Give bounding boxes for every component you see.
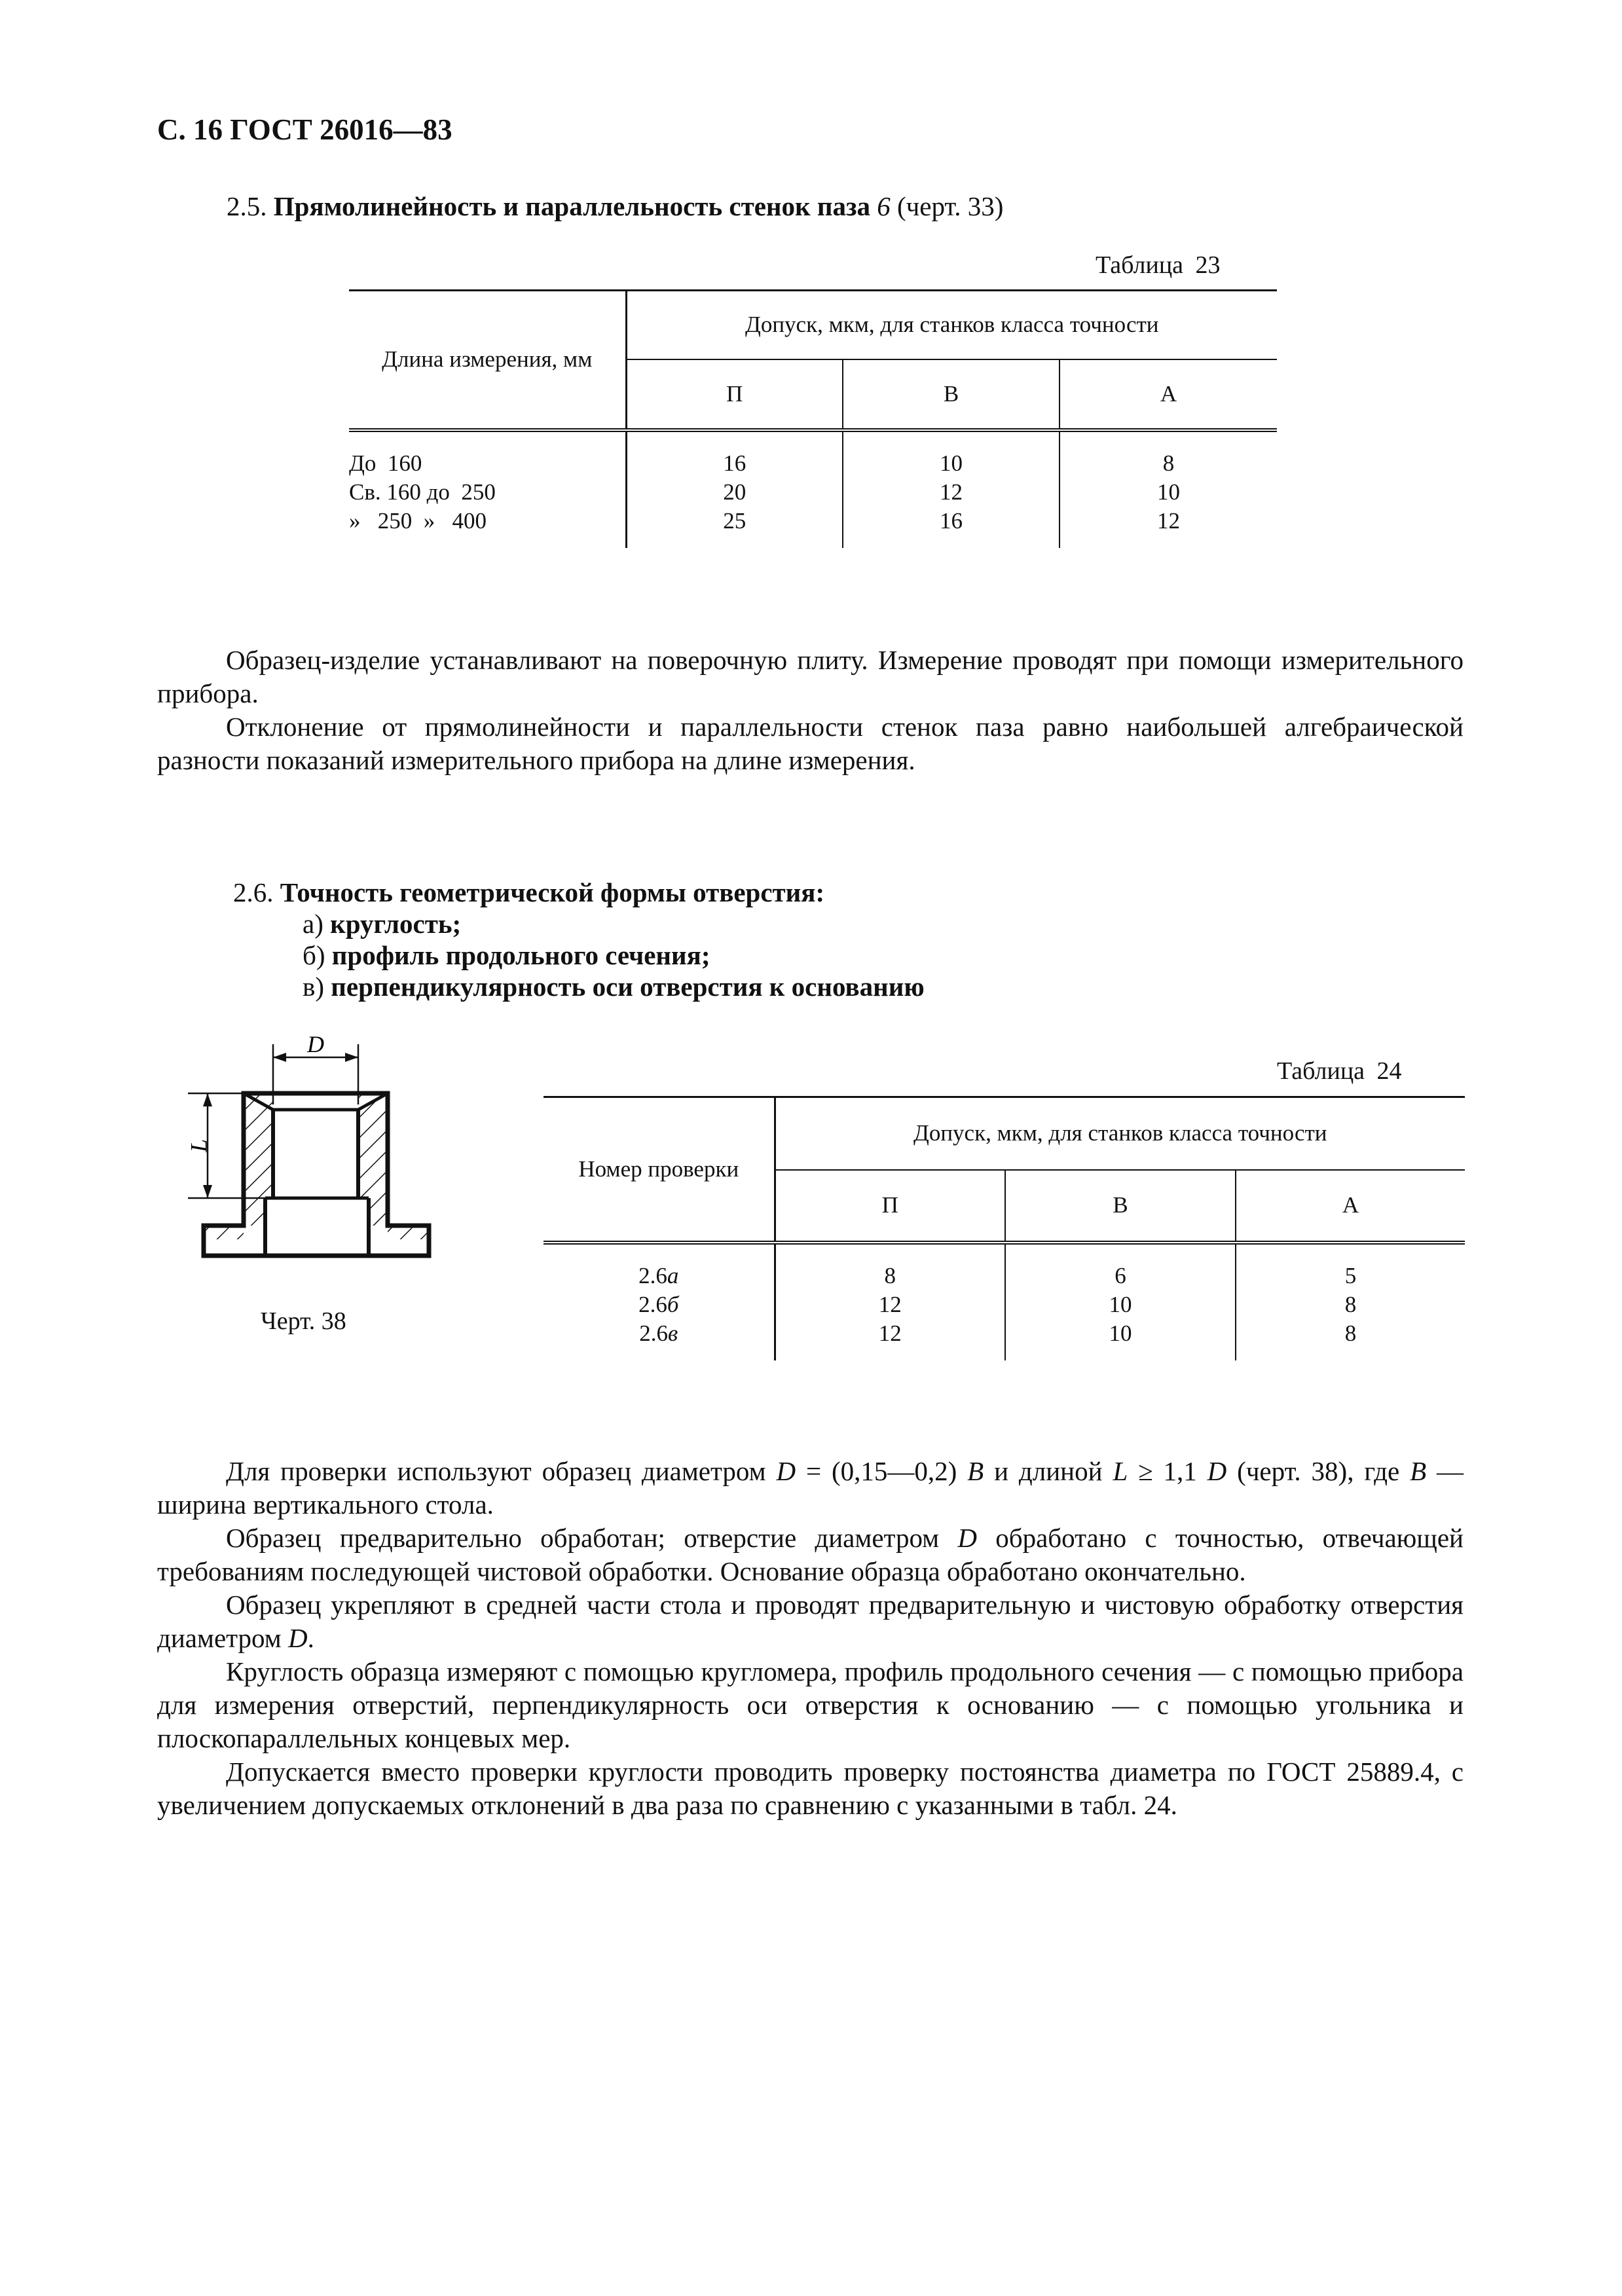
var-l: L xyxy=(1113,1456,1128,1486)
page-header: С. 16 ГОСТ 26016—83 xyxy=(157,113,452,146)
dim-l-label: L xyxy=(185,1139,212,1153)
text-run: обработано с точностью, отвечающей требованиям последующей чистовой обработки. Основание образца обработано окончательно. xyxy=(157,1523,1464,1586)
table-row xyxy=(544,1319,774,1348)
dim-l-arrow-top xyxy=(203,1093,212,1106)
table-23-values-p xyxy=(626,430,843,548)
table-cell: 25 xyxy=(723,507,746,534)
paragraph: Допускается вместо проверки круглости проводить проверку постоянства диаметра по ГОСТ 25889.4, с увеличением допускаемых отклонений в два раза по сравнению с указанными в табл. 24. xyxy=(157,1757,1464,1820)
section-2-6-heading xyxy=(233,876,824,909)
table-cell: 5 xyxy=(1344,1262,1357,1288)
table-23-values-v xyxy=(843,430,1060,548)
table-cell: 10 xyxy=(1109,1320,1132,1346)
table-23-header-tolerance: Допуск, мкм, для станков класса точности xyxy=(626,291,1277,359)
text-run: Образец укрепляют в средней части стола и проводят предварительную и чистовую обработку отверстия диаметром xyxy=(157,1590,1464,1653)
table-cell: 8 xyxy=(1344,1320,1357,1346)
table-23-values-a xyxy=(1060,430,1277,548)
table-row xyxy=(544,1290,774,1319)
table-24-label xyxy=(1277,1057,1402,1085)
table-row xyxy=(544,1262,774,1290)
section-2-5-heading xyxy=(227,190,1003,223)
paragraph xyxy=(157,1522,1464,1588)
text-run: = (0,15—0,2) xyxy=(796,1456,968,1486)
table-cell: 20 xyxy=(723,479,746,505)
figure-38-drawing xyxy=(180,1031,455,1273)
figure-38-caption: Черт. 38 xyxy=(261,1307,346,1335)
table-cell: 16 xyxy=(723,450,746,476)
table-23-header-length: Длина измерения, мм xyxy=(349,291,626,430)
var-d: D xyxy=(957,1523,977,1553)
table-24-class-v: В xyxy=(1005,1170,1236,1243)
paragraph: Образец-изделие устанавливают на поверочную плиту. Измерение проводят при помощи измерительного прибора. xyxy=(157,645,1464,708)
item-letter: в) xyxy=(303,972,325,1002)
table-row: » 250 » 400 xyxy=(349,507,487,534)
section-hatch-left xyxy=(204,1093,273,1239)
table-cell: 8 xyxy=(1162,450,1175,476)
var-b: B xyxy=(1410,1456,1427,1486)
dim-d-arrow-left xyxy=(273,1053,286,1062)
table-cell: 16 xyxy=(940,507,963,534)
item-letter: а) xyxy=(303,909,323,939)
table-cell: 8 xyxy=(884,1262,896,1288)
check-suffix: в xyxy=(668,1320,678,1346)
text-run: ≥ 1,1 xyxy=(1128,1456,1207,1486)
section-2-6-title: Точность геометрической формы отверстия: xyxy=(280,877,825,907)
table-cell: 10 xyxy=(1157,479,1180,505)
table-cell: 6 xyxy=(1115,1262,1126,1288)
dim-d-arrow-right xyxy=(345,1053,358,1062)
section-2-6-number: 2.6. xyxy=(233,877,274,907)
table-cell: 12 xyxy=(878,1320,902,1346)
table-row: Св. 160 до 250 xyxy=(349,479,496,505)
check-num: 2.6 xyxy=(638,1291,667,1317)
table-row: До 160 xyxy=(349,450,422,476)
section-2-5-item: 6 xyxy=(877,191,891,221)
table-23 xyxy=(349,289,1277,548)
table-23-lengths xyxy=(349,430,626,548)
var-b: B xyxy=(967,1456,984,1486)
table-23-label-word: Таблица xyxy=(1096,251,1184,279)
check-num: 2.6 xyxy=(639,1320,669,1346)
var-d: D xyxy=(776,1456,796,1486)
dim-d-label: D xyxy=(307,1031,324,1057)
check-suffix: а xyxy=(667,1262,679,1288)
item-text: перпендикулярность оси отверстия к основанию xyxy=(331,972,925,1002)
table-24-values-p xyxy=(775,1243,1005,1360)
section-2-5-ref: (черт. 33) xyxy=(897,191,1004,221)
dim-l-arrow-bottom xyxy=(203,1185,212,1198)
table-cell: 12 xyxy=(1157,507,1180,534)
table-24-header-check: Номер проверки xyxy=(544,1097,775,1243)
section-2-5-title: Прямолинейность и параллельность стенок паза xyxy=(273,191,870,221)
section-2-5-number: 2.5. xyxy=(227,191,267,221)
table-cell: 10 xyxy=(940,450,963,476)
text-run: (черт. 38), где xyxy=(1226,1456,1410,1486)
table-23-label xyxy=(1096,251,1221,280)
table-23-class-v: В xyxy=(843,359,1060,430)
table-cell: 10 xyxy=(1109,1291,1132,1317)
text-run: . xyxy=(307,1623,314,1653)
check-suffix: б xyxy=(667,1291,679,1317)
table-24-label-number: 24 xyxy=(1376,1057,1402,1085)
table-cell: 8 xyxy=(1344,1291,1357,1317)
section-2-6-item-b xyxy=(303,939,710,972)
item-text: круглость; xyxy=(330,909,462,939)
text-run: Образец предварительно обработан; отверстие диаметром xyxy=(226,1523,958,1553)
table-24-label-word: Таблица xyxy=(1277,1057,1365,1085)
text-run: Для проверки используют образец диаметром xyxy=(226,1456,777,1486)
paragraph xyxy=(157,1455,1464,1522)
check-num: 2.6 xyxy=(638,1262,667,1288)
table-23-class-p: П xyxy=(626,359,843,430)
table-24-class-a: А xyxy=(1236,1170,1465,1243)
text-run: — ширина вертикального стола. xyxy=(157,1456,1464,1520)
table-23-label-number: 23 xyxy=(1195,251,1221,279)
var-d: D xyxy=(1207,1456,1227,1486)
paragraph: Отклонение от прямолинейности и параллельности стенок паза равно наибольшей алгебраической разности показаний измерительного прибора на длине измерения. xyxy=(157,712,1464,775)
table-24-check-numbers xyxy=(544,1243,775,1360)
paragraph xyxy=(157,1588,1464,1655)
table-24-values-v xyxy=(1005,1243,1236,1360)
table-cell: 12 xyxy=(940,479,963,505)
table-24-class-p: П xyxy=(775,1170,1005,1243)
section-2-6-text xyxy=(157,1455,1464,1822)
paragraph: Круглость образца измеряют с помощью кругломера, профиль продольного сечения — с помощью прибора для измерения отверстий, перпендикулярность оси отверстия к основанию — с помощью угольника и плоскопараллельных концевых мер. xyxy=(157,1656,1464,1753)
section-2-6-item-c xyxy=(303,970,925,1003)
item-text: профиль продольного сечения; xyxy=(331,940,710,970)
table-24-header-tolerance: Допуск, мкм, для станков класса точности xyxy=(775,1097,1465,1170)
text-run: и длиной xyxy=(984,1456,1113,1486)
item-letter: б) xyxy=(303,940,325,970)
section-2-5-text xyxy=(157,644,1464,777)
table-cell: 12 xyxy=(878,1291,902,1317)
var-d: D xyxy=(287,1623,308,1653)
table-24 xyxy=(544,1096,1465,1360)
section-2-6-item-a xyxy=(303,907,461,940)
table-24-values-a xyxy=(1236,1243,1465,1360)
table-23-class-a: А xyxy=(1060,359,1277,430)
